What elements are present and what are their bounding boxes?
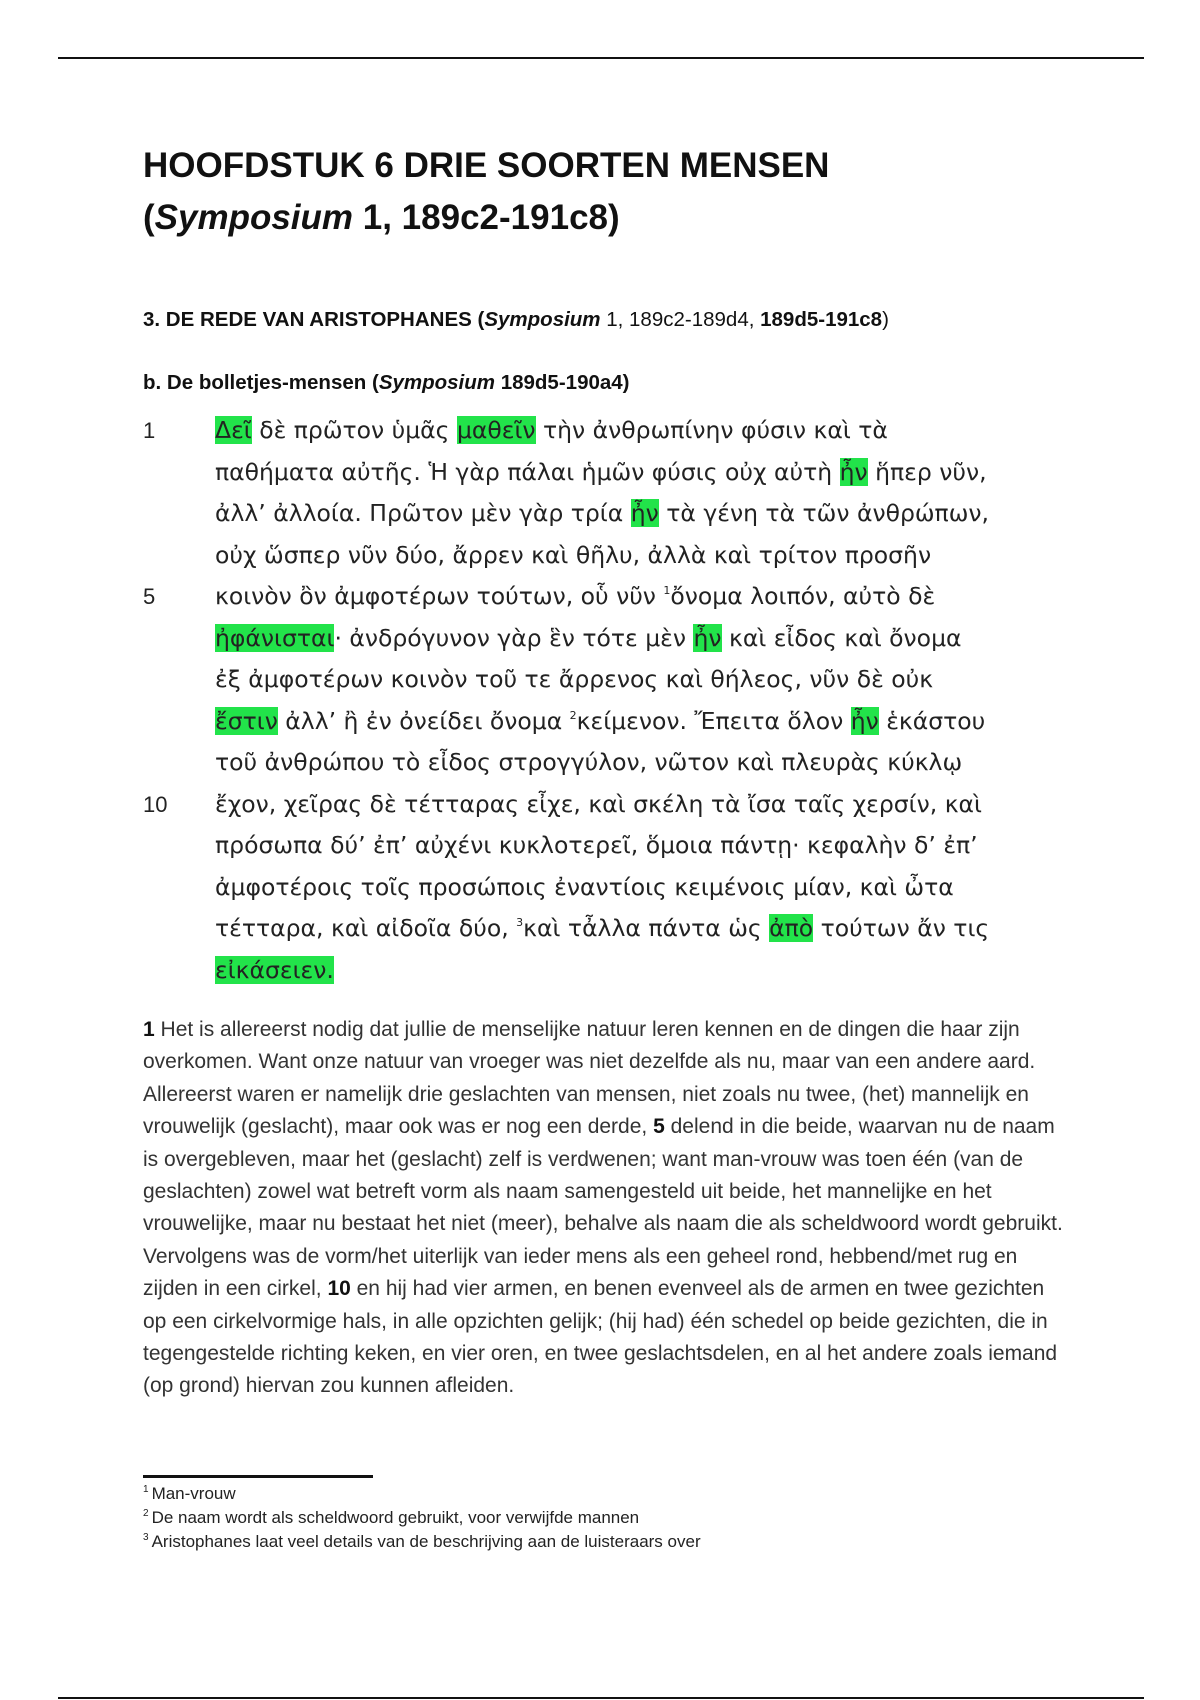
footnote-2: [143, 1506, 701, 1530]
greek-line-1: [143, 410, 1003, 452]
greek-line-text: [215, 867, 954, 909]
greek-segment: ἀλλ’ ἢ ἐν ὀνείδει ὄνομα: [277, 706, 570, 735]
greek-line-text: [215, 452, 987, 494]
translation-text: en hij had vier armen, en benen evenveel als de armen en twee gezichten op een cirkelvormige hals, in alle opzichten gelijk; (hij had) één schedel op beide gezichten, die in tegengestelde richting keken, en vier oren, en twee geslachtsdelen, en al het andere zoals iemand (op grond) hiervan zou kunnen afleiden.: [143, 1277, 1058, 1398]
chapter-title: [143, 140, 829, 244]
greek-line-text: [215, 784, 982, 826]
section-heading-range: 1, 189c2-189d4,: [600, 308, 761, 331]
section-heading: [143, 307, 889, 333]
highlighted-word: ἦν: [693, 623, 722, 652]
greek-line-11: [143, 825, 1003, 867]
translation-text: Het is allereerst nodig dat jullie de menselijke natuur leren kennen en de dingen die haar zijn overkomen. Want onze natuur van vroeger was niet dezelfde als nu, maar van een andere aard. Allereerst waren er namelijk drie geslachten van mensen, niet zoals nu twee, (het) mannelijk en vrouwelijk (geslacht), maar ook was er nog een derde,: [143, 1018, 1036, 1139]
footnote-ref[interactable]: 2: [569, 708, 577, 722]
subsection-range: 189d5-190a4): [495, 371, 630, 394]
title-work-name: Symposium: [154, 198, 354, 237]
translation-text: Vervolgens was de vorm/het uiterlijk van ieder mens als een geheel rond, hebbend/met rug en zijden in een cirkel,: [143, 1244, 1018, 1301]
highlighted-word: Δεῖ: [215, 416, 252, 444]
greek-segment: ἀλλ’ ἀλλοία. Πρῶτον μὲν γὰρ τρία: [215, 499, 631, 527]
highlighted-word: ἀπὸ: [769, 914, 814, 942]
footnote-3: [143, 1530, 701, 1554]
section-heading-prefix: 3. DE REDE VAN ARISTOPHANES (: [143, 308, 485, 331]
greek-line-2: [143, 452, 1003, 494]
greek-line-text: [215, 618, 962, 660]
greek-line-text: [215, 701, 985, 743]
highlighted-word: μαθεῖν: [456, 416, 536, 444]
greek-segment: ἔχον, χεῖρας δὲ τέτταρας εἶχε, καὶ σκέλη τὰ ἴσα ταῖς χερσίν, καὶ: [215, 789, 982, 818]
subsection-prefix: b. De bolletjes-mensen (: [143, 371, 379, 394]
footnotes: [143, 1482, 701, 1554]
greek-line-9: [143, 742, 1003, 784]
greek-segment: κοινὸν ὂν ἀμφοτέρων τούτων, οὗ νῦν: [215, 582, 664, 610]
greek-line-13: [143, 908, 1003, 950]
greek-line-4: [143, 535, 1003, 577]
highlighted-word: ἠφάνισται: [215, 623, 335, 652]
greek-segment: καὶ εἶδος καὶ ὄνομα: [721, 623, 962, 652]
greek-segment: · ἀνδρόγυνον γὰρ ἓν τότε μὲν: [334, 623, 694, 652]
title-reference: 1, 189c2-191c8): [353, 198, 620, 237]
greek-segment: ἐξ ἀμφοτέρων κοινὸν τοῦ τε ἄρρενος καὶ θήλεος, νῦν δὲ οὐκ: [215, 665, 934, 693]
greek-segment: τοῦ ἀνθρώπου τὸ εἶδος στρογγύλον, νῶτον καὶ πλευρὰς κύκλῳ: [215, 748, 963, 776]
greek-segment: ἀμφοτέροις τοῖς προσώποις ἐναντίοις κειμένοις μίαν, καὶ ὦτα: [215, 872, 954, 901]
subsection-heading: [143, 370, 630, 396]
greek-segment: οὐχ ὥσπερ νῦν δύο, ἄρρεν καὶ θῆλυ, ἀλλὰ καὶ τρίτον προσῆν: [215, 540, 932, 569]
chapter-title-line2: [143, 192, 829, 244]
subsection-work: Symposium: [378, 371, 496, 394]
footnote-text: Aristophanes laat veel details van de beschrijving aan de luisteraars over: [151, 1532, 701, 1551]
greek-segment: πρόσωπα δύ’ ἐπ’ αὐχένι κυκλοτερεῖ, ὅμοια πάντῃ· κεφαλὴν δ’ ἐπ’: [215, 831, 978, 859]
footnote-separator: [143, 1475, 373, 1478]
greek-line-text: [215, 908, 989, 950]
greek-segment: ἥπερ νῦν,: [867, 457, 987, 486]
greek-segment: τὰ γένη τὰ τῶν ἀνθρώπων,: [658, 499, 989, 527]
greek-line-10: [143, 784, 1003, 826]
section-heading-close: ): [882, 308, 889, 331]
footnote-mark: 1: [143, 1484, 149, 1495]
greek-line-text: [215, 825, 978, 867]
greek-segment: δὲ πρῶτον ὑμᾶς: [251, 416, 457, 444]
footer-rule: [58, 1697, 1144, 1699]
line-number: 10: [143, 791, 168, 817]
footnote-1: [143, 1482, 701, 1506]
greek-line-3: [143, 493, 1003, 535]
line-number: 1: [143, 418, 156, 443]
section-heading-bold-range: 189d5-191c8: [760, 308, 883, 331]
translation-line-number: 5: [653, 1115, 665, 1139]
greek-segment: τὴν ἀνθρωπίνην φύσιν καὶ τὰ: [535, 416, 888, 444]
footnote-text: Man-vrouw: [151, 1484, 236, 1503]
greek-segment: τούτων ἄν τις: [813, 914, 990, 942]
greek-line-14: [143, 950, 1003, 992]
section-heading-work: Symposium: [484, 308, 601, 331]
highlighted-word: ἦν: [839, 457, 868, 486]
translation-line-number: 1: [143, 1018, 155, 1041]
greek-segment: τέτταρα, καὶ αἰδοῖα δύο,: [215, 914, 517, 942]
highlighted-word: ἦν: [850, 706, 879, 735]
greek-line-text: [215, 659, 933, 701]
header-rule: [58, 57, 1144, 59]
greek-line-text: [215, 410, 888, 452]
chapter-title-line1: HOOFDSTUK 6 DRIE SOORTEN MENSEN: [143, 146, 830, 185]
greek-line-6: [143, 618, 1003, 660]
greek-line-12: [143, 867, 1003, 909]
highlighted-word: ἦν: [630, 499, 659, 527]
greek-line-7: [143, 659, 1003, 701]
greek-line-text: [215, 742, 962, 784]
footnote-mark: 3: [143, 1532, 149, 1543]
footnote-text: De naam wordt als scheldwoord gebruikt, voor verwijfde mannen: [151, 1508, 640, 1527]
highlighted-word: εἰκάσειεν.: [215, 955, 334, 984]
greek-line-text: [215, 576, 935, 618]
greek-segment: ἑκάστου: [878, 706, 986, 735]
greek-line-8: [143, 701, 1003, 743]
greek-line-text: [215, 950, 334, 992]
footnote-ref[interactable]: 1: [663, 584, 671, 597]
translation-line-number: 10: [327, 1277, 351, 1301]
highlighted-word: ἔστιν: [215, 706, 278, 735]
footnote-mark: 2: [143, 1508, 149, 1519]
greek-line-text: [215, 535, 931, 577]
footnote-ref[interactable]: 3: [516, 916, 524, 929]
line-number: 5: [143, 584, 156, 609]
greek-segment: κείμενον. Ἔπειτα ὅλον: [576, 706, 851, 735]
greek-segment: παθήματα αὐτῆς. Ἡ γὰρ πάλαι ἡμῶν φύσις οὐχ αὐτὴ: [215, 457, 840, 486]
greek-segment: καὶ τἆλλα πάντα ὡς: [523, 914, 770, 942]
greek-text-block: [143, 410, 1003, 991]
greek-line-text: [215, 493, 989, 535]
greek-segment: ὄνομα λοιπόν, αὐτὸ δὲ: [670, 582, 936, 610]
title-paren-open: (: [143, 198, 155, 237]
translation-text: delend in die beide, waarvan nu de naam is overgebleven, maar het (geslacht) zelf is verdwenen; want man-vrouw was toen één (van de geslachten) zowel wat betreft vorm als naam samengesteld uit beide, het mannelijke en het vrouwelijke, maar nu bestaat het niet (meer), behalve als naam die als scheldwoord wordt gebruikt.: [143, 1115, 1063, 1236]
translation-paragraph: [143, 1014, 1063, 1403]
greek-line-5: [143, 576, 1003, 618]
